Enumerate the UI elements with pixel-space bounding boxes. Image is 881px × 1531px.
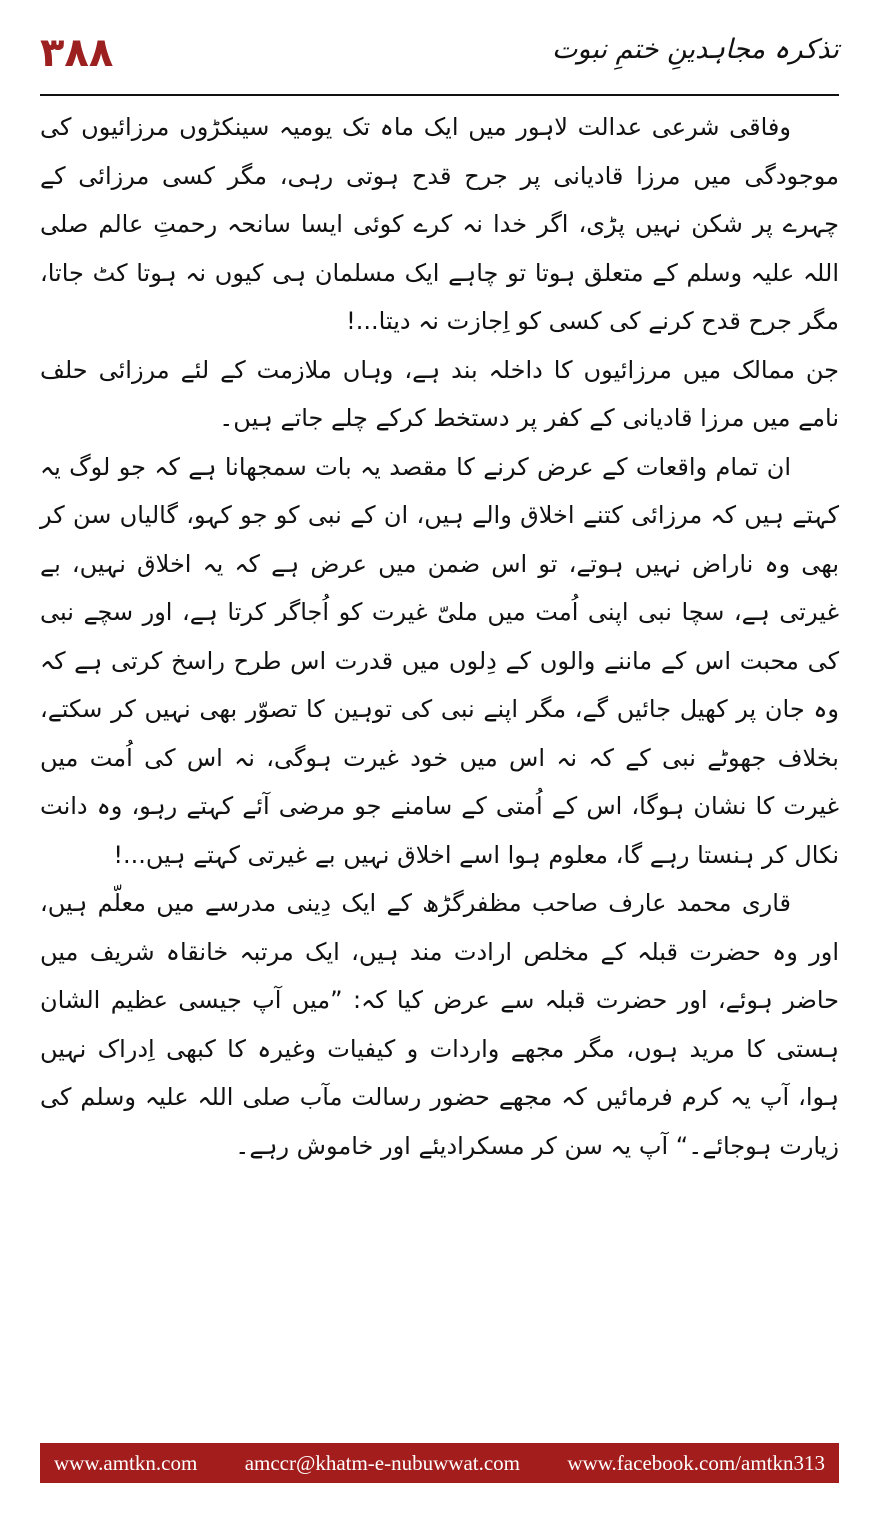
page-number: ۳۸۸	[40, 30, 114, 76]
footer-bar	[40, 1443, 839, 1483]
header-divider	[40, 94, 839, 96]
paragraph-2: جن ممالک میں مرزائیوں کا داخلہ بند ہے، وہاں ملازمت کے لئے مرزائی حلف نامے میں مرزا قادیانی کے کفر پر دستخط کرکے چلے جاتے ہیں۔	[40, 355, 839, 432]
page-header	[40, 20, 839, 92]
footer-email-link[interactable]: amccr@khatm-e-nubuwwat.com	[244, 1450, 521, 1475]
paragraph-1: وفاقی شرعی عدالت لاہور میں ایک ماہ تک یومیہ سینکڑوں مرزائیوں کی موجودگی میں مرزا قادیانی پر جرح قدح ہوتی رہی، مگر کسی مرزائی کے چہرے پر شکن نہیں پڑی، اگر خدا نہ کرے کوئی ایسا سانحہ رحمتِ عالم صلی اللہ علیہ وسلم کے متعلق ہوتا تو چاہے ایک مسلمان ہی کیوں نہ ہوتا کٹ جاتا، مگر جرح قدح کرنے کی کسی کو اِجازت نہ دیتا...!	[40, 113, 839, 335]
footer-website-link[interactable]: www.amtkn.com	[54, 1450, 198, 1475]
book-title: تذکرہ مجاہدینِ ختمِ نبوت	[551, 34, 839, 65]
footer-facebook-link[interactable]: www.facebook.com/amtkn313	[567, 1450, 825, 1475]
paragraph-3: ان تمام واقعات کے عرض کرنے کا مقصد یہ بات سمجھانا ہے کہ جو لوگ یہ کہتے ہیں کہ مرزائی کتنے اخلاق والے ہیں، ان کے نبی کو جو کہو، گالیاں سن کر بھی وہ ناراض نہیں ہوتے، تو اس ضمن میں عرض ہے کہ یہ اخلاق نہیں، بے غیرتی ہے، سچا نبی اپنی اُمت میں ملیّ غیرت کو اُجاگر کرتا ہے، اور سچے نبی کی محبت اس کے ماننے والوں کے دِلوں میں قدرت اس طرح راسخ کرتی ہے کہ وہ جان پر کھیل جائیں گے، مگر اپنے نبی کی توہین کا تصوّر بھی نہیں کر سکتے، بخلاف جھوٹے نبی کے کہ نہ اس میں خود غیرت ہوگی، نہ اس کی اُمت میں غیرت کا نشان ہوگا، اس کے اُمتی کے سامنے جو مرضی آئے کہتے رہو، وہ دانت نکال کر ہنستا رہے گا، معلوم ہوا اسے اخلاق نہیں بے غیرتی کہتے ہیں...!	[40, 452, 839, 869]
paragraph-4: قاری محمد عارف صاحب مظفرگڑھ کے ایک دِینی مدرسے میں معلّم ہیں، اور وہ حضرت قبلہ کے مخلص ارادت مند ہیں، ایک مرتبہ خانقاہ شریف میں حاضر ہوئے، اور حضرت قبلہ سے عرض کیا کہ: ”میں آپ جیسی عظیم الشان ہستی کا مرید ہوں، مگر مجھے واردات و کیفیات وغیرہ کا کبھی اِدراک نہیں ہوا، آپ یہ کرم فرمائیں کہ مجھے حضور رسالت مآب صلی اللہ علیہ وسلم کی زیارت ہوجائے۔“ آپ یہ سن کر مسکرادیئے اور خاموش رہے۔	[40, 889, 839, 1160]
page-body	[40, 103, 839, 1170]
